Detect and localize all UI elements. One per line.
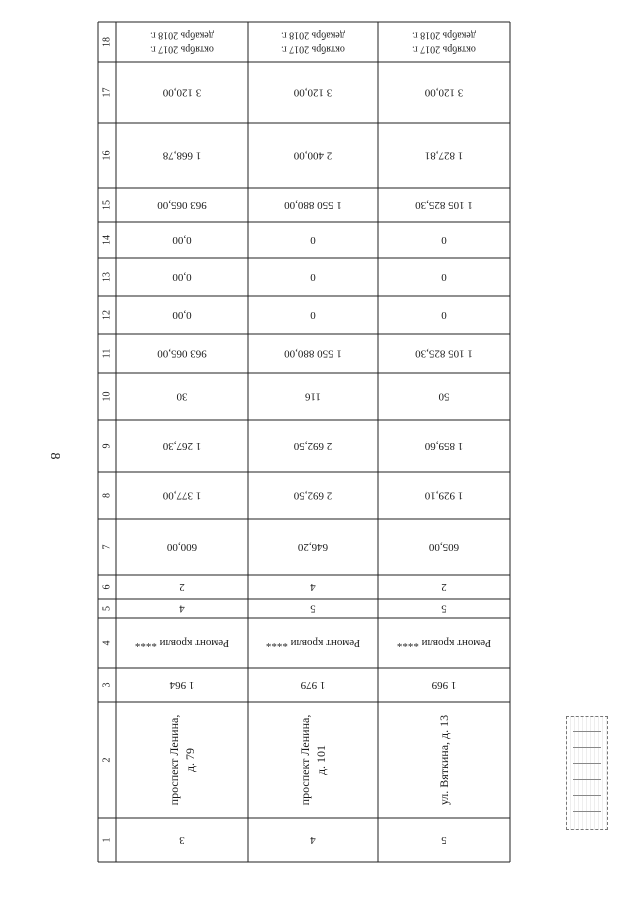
column-number-18: 18 [101,37,113,47]
row-4-c15: 1 550 880,00 [284,199,342,211]
row-5-c11: 1 105 825,30 [415,347,473,360]
row-5-c8: 1 929,10 [424,489,464,502]
row-3-c8: 1 377,00 [162,489,202,502]
column-number-17: 17 [101,87,113,98]
row-4-period-line1: октябрь 2017 г. [281,43,345,55]
row-5-period-line2: декабрь 2018 г. [412,29,476,41]
column-number-9: 9 [101,443,113,449]
column-number-4: 4 [101,640,113,646]
row-4-c13: 0 [310,271,316,283]
row-3-entrances: 2 [179,581,185,593]
row-5-c13: 0 [441,271,447,283]
column-number-13: 13 [101,272,113,282]
column-number-14: 14 [101,235,113,245]
row-3-period-line1: октябрь 2017 г. [150,43,214,55]
row-5-c10: 50 [438,390,450,403]
row-3-c12: 0,00 [172,309,192,321]
row-4-address-line2: д. 101 [314,744,328,776]
column-number-15: 15 [101,200,113,210]
page-number: 8 [47,452,62,460]
row-4-c12: 0 [310,309,316,321]
row-5-work: Ремонт кровли **** [396,637,492,649]
table-cells [102,30,492,847]
row-5-period-line1: октябрь 2017 г. [412,43,476,55]
row-3-work: Ремонт кровли **** [134,637,230,649]
row-5-floors: 5 [441,602,447,615]
row-3-c15: 963 065,00 [157,199,207,211]
row-5-c16: 1 827,81 [424,149,464,162]
row-4-year: 1 979 [300,679,326,691]
row-3-area: 600,00 [166,541,198,553]
column-number-5: 5 [101,606,113,611]
row-5-no: 5 [441,834,447,846]
row-3-period-line2: декабрь 2018 г. [150,29,214,41]
row-3-c14: 0,00 [172,234,192,246]
row-4-c11: 1 550 880,00 [284,347,342,360]
row-3-floors: 4 [179,602,185,615]
row-3-c11: 963 065,00 [157,347,207,360]
column-number-16: 16 [101,150,113,161]
row-4-c16: 2 400,00 [293,149,333,162]
row-3-c17: 3 120,00 [162,86,202,99]
row-4-no: 4 [310,834,316,846]
column-number-3: 3 [101,682,113,688]
column-number-10: 10 [101,391,113,402]
column-number-7: 7 [101,544,113,550]
row-3-no: 3 [179,834,185,846]
row-5-c14: 0 [441,234,447,246]
row-3-c9: 1 267,30 [162,440,202,452]
row-5-area: 605,00 [428,541,460,553]
row-4-c8: 2 692,50 [293,489,333,502]
column-number-12: 12 [101,310,113,320]
row-4-c17: 3 120,00 [293,86,333,99]
row-4-floors: 5 [310,602,316,615]
row-5-year: 1 969 [431,679,457,691]
row-5-address-line1: ул. Вяткина, д. 13 [437,714,451,806]
row-3-c10: 30 [176,390,188,403]
row-4-work: Ремонт кровли **** [265,637,361,649]
row-3-address-line1: проспект Ленина, [167,714,181,806]
row-5-c9: 1 859,60 [424,440,464,452]
column-number-2: 2 [101,757,113,763]
row-4-c14: 0 [310,234,316,246]
row-4-address-line1: проспект Ленина, [298,714,312,806]
column-number-11: 11 [101,348,113,359]
row-3-address-line2: д. 79 [183,747,197,773]
column-number-6: 6 [101,584,113,590]
row-3-year: 1 964 [169,679,195,691]
row-4-c9: 2 692,50 [293,440,333,452]
row-3-c16: 1 668,78 [162,149,202,162]
row-4-c10: 116 [304,390,322,403]
row-4-period-line2: декабрь 2018 г. [281,29,345,41]
column-number-1: 1 [101,837,113,843]
row-5-entrances: 2 [441,581,447,593]
row-4-area: 646,20 [297,541,329,553]
row-5-c15: 1 105 825,30 [415,199,473,211]
row-3-c13: 0,00 [172,271,192,283]
stamp-mark [566,716,608,830]
row-5-c12: 0 [441,309,447,321]
column-number-8: 8 [101,493,113,498]
row-4-entrances: 4 [310,581,316,593]
row-5-c17: 3 120,00 [424,86,464,99]
